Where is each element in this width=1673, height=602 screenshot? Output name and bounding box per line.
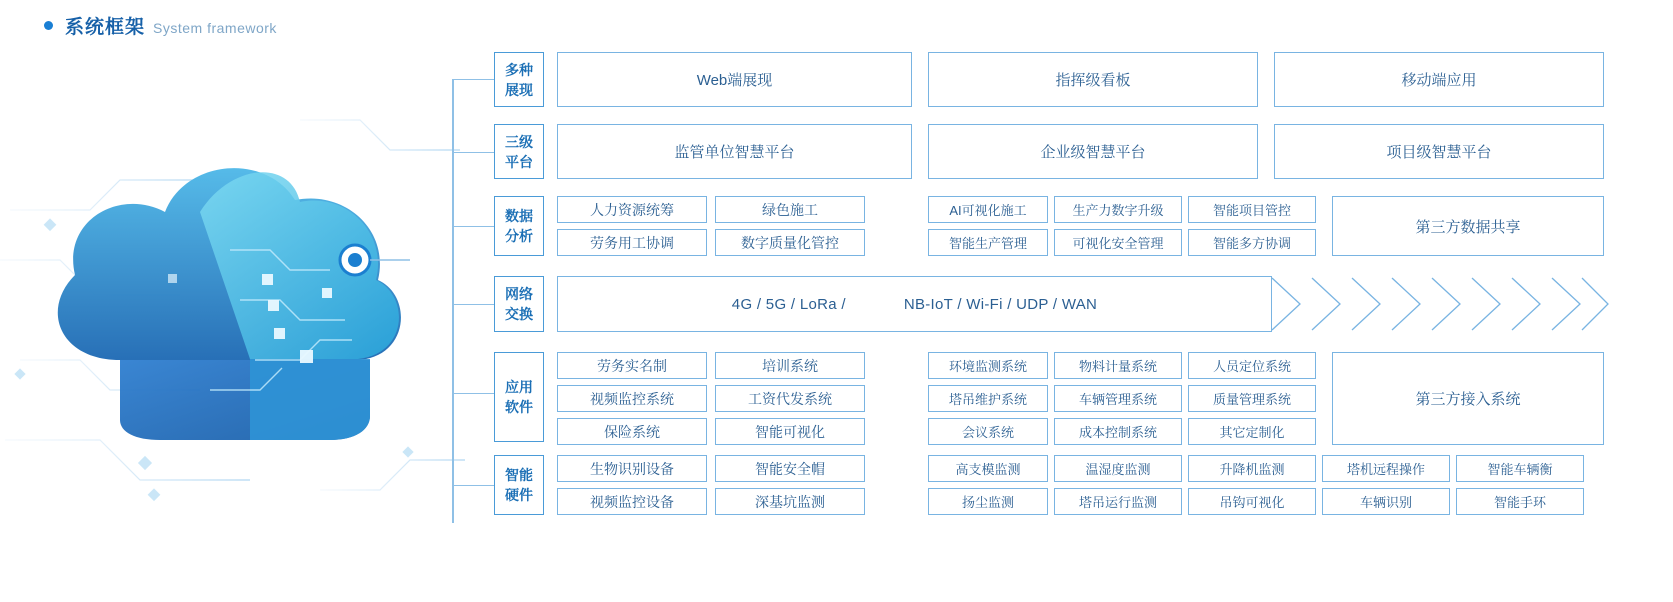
cell-temp-humidity-monitoring[interactable]: 温湿度监测 — [1054, 455, 1182, 482]
cell-command-board[interactable]: 指挥级看板 — [928, 52, 1258, 107]
row-label-line2: 硬件 — [505, 487, 533, 503]
row-label-line2: 平台 — [505, 153, 533, 170]
cell-productivity-upgrade[interactable]: 生产力数字升级 — [1054, 196, 1182, 223]
cell-regulator-platform[interactable]: 监管单位智慧平台 — [557, 124, 912, 179]
cell-env-monitor-system[interactable]: 环境监测系统 — [928, 352, 1048, 379]
cell-ai-visual-construction[interactable]: AI可视化施工 — [928, 196, 1048, 223]
network-text-left: 4G / 5G / LoRa / — [731, 295, 846, 313]
cell-labor-coordination[interactable]: 劳务用工协调 — [557, 229, 707, 256]
cell-green-construction[interactable]: 绿色施工 — [715, 196, 865, 223]
connector-spine — [452, 79, 454, 523]
cell-other-customization[interactable]: 其它定制化 — [1188, 418, 1316, 445]
cell-digital-quality-control[interactable]: 数字质量化管控 — [715, 229, 865, 256]
row-label-line2: 交换 — [505, 306, 533, 322]
row-label-network — [494, 276, 544, 332]
cloud-illustration — [0, 60, 470, 560]
cell-mobile-app[interactable]: 移动端应用 — [1274, 52, 1604, 107]
row-label-line1: 数据 — [505, 208, 533, 224]
cell-high-formwork-monitoring[interactable]: 高支模监测 — [928, 455, 1048, 482]
cell-meeting-system[interactable]: 会议系统 — [928, 418, 1048, 445]
cell-project-platform[interactable]: 项目级智慧平台 — [1274, 124, 1604, 179]
cell-video-monitor-device[interactable]: 视频监控设备 — [557, 488, 707, 515]
page-title-cn: 系统框架 — [65, 17, 146, 38]
row-label-line2: 软件 — [505, 399, 533, 415]
network-text-right: NB-IoT / Wi-Fi / UDP / WAN — [903, 295, 1098, 313]
cell-smart-visualization[interactable]: 智能可视化 — [715, 418, 865, 445]
network-band[interactable] — [557, 276, 1272, 332]
cell-crane-remote-operation[interactable]: 塔机远程操作 — [1322, 455, 1450, 482]
cell-personnel-locating-system[interactable]: 人员定位系统 — [1188, 352, 1316, 379]
cell-quality-mgmt-system[interactable]: 质量管理系统 — [1188, 385, 1316, 412]
cell-third-party-access-system[interactable]: 第三方接入系统 — [1332, 352, 1604, 445]
cell-vehicle-mgmt-system[interactable]: 车辆管理系统 — [1054, 385, 1182, 412]
cell-salary-payment-system[interactable]: 工资代发系统 — [715, 385, 865, 412]
cell-web-display[interactable]: Web端展现 — [557, 52, 912, 107]
framework-diagram — [452, 48, 1662, 568]
row-tick — [452, 304, 494, 305]
row-label-data-analysis — [494, 196, 544, 256]
row-label-line1: 应用 — [505, 379, 533, 395]
cell-smart-project-control[interactable]: 智能项目管控 — [1188, 196, 1316, 223]
cell-smart-multiparty[interactable]: 智能多方协调 — [1188, 229, 1316, 256]
row-label-line2: 分析 — [505, 228, 533, 244]
row-label-line1: 多种 — [505, 61, 533, 78]
row-tick — [452, 226, 494, 227]
network-arrow-chevrons — [1270, 276, 1610, 332]
row-label-line1: 三级 — [505, 133, 533, 150]
cell-visual-safety-mgmt[interactable]: 可视化安全管理 — [1054, 229, 1182, 256]
row-label-application — [494, 352, 544, 442]
page-title-en: System framework — [153, 20, 277, 36]
cell-video-monitor-system[interactable]: 视频监控系统 — [557, 385, 707, 412]
cell-dust-monitoring[interactable]: 扬尘监测 — [928, 488, 1048, 515]
cell-third-party-data-sharing[interactable]: 第三方数据共享 — [1332, 196, 1604, 256]
cell-smart-weighbridge[interactable]: 智能车辆衡 — [1456, 455, 1584, 482]
cell-biometric-device[interactable]: 生物识别设备 — [557, 455, 707, 482]
cell-cost-control-system[interactable]: 成本控制系统 — [1054, 418, 1182, 445]
page-header — [44, 12, 277, 39]
cell-training-system[interactable]: 培训系统 — [715, 352, 865, 379]
cell-hr-coordination[interactable]: 人力资源统筹 — [557, 196, 707, 223]
cell-smart-helmet[interactable]: 智能安全帽 — [715, 455, 865, 482]
cell-hook-visualization[interactable]: 吊钩可视化 — [1188, 488, 1316, 515]
cell-enterprise-platform[interactable]: 企业级智慧平台 — [928, 124, 1258, 179]
cell-lift-monitoring[interactable]: 升降机监测 — [1188, 455, 1316, 482]
cell-deep-pit-monitoring[interactable]: 深基坑监测 — [715, 488, 865, 515]
cell-crane-maintenance-system[interactable]: 塔吊维护系统 — [928, 385, 1048, 412]
bullet-icon — [44, 21, 53, 30]
row-label-hardware — [494, 455, 544, 515]
row-label-platform — [494, 124, 544, 179]
row-label-line1: 网络 — [505, 286, 533, 302]
row-tick — [452, 152, 494, 153]
row-label-line2: 展现 — [505, 81, 533, 98]
cell-vehicle-recognition[interactable]: 车辆识别 — [1322, 488, 1450, 515]
cell-insurance-system[interactable]: 保险系统 — [557, 418, 707, 445]
cell-labor-realname[interactable]: 劳务实名制 — [557, 352, 707, 379]
cell-crane-operation-monitoring[interactable]: 塔吊运行监测 — [1054, 488, 1182, 515]
row-label-display — [494, 52, 544, 107]
row-label-line1: 智能 — [505, 467, 533, 483]
row-tick — [452, 485, 494, 486]
cell-material-metering-system[interactable]: 物料计量系统 — [1054, 352, 1182, 379]
cell-smart-production-mgmt[interactable]: 智能生产管理 — [928, 229, 1048, 256]
row-tick — [452, 79, 494, 80]
row-tick — [452, 393, 494, 394]
cell-smart-wristband[interactable]: 智能手环 — [1456, 488, 1584, 515]
